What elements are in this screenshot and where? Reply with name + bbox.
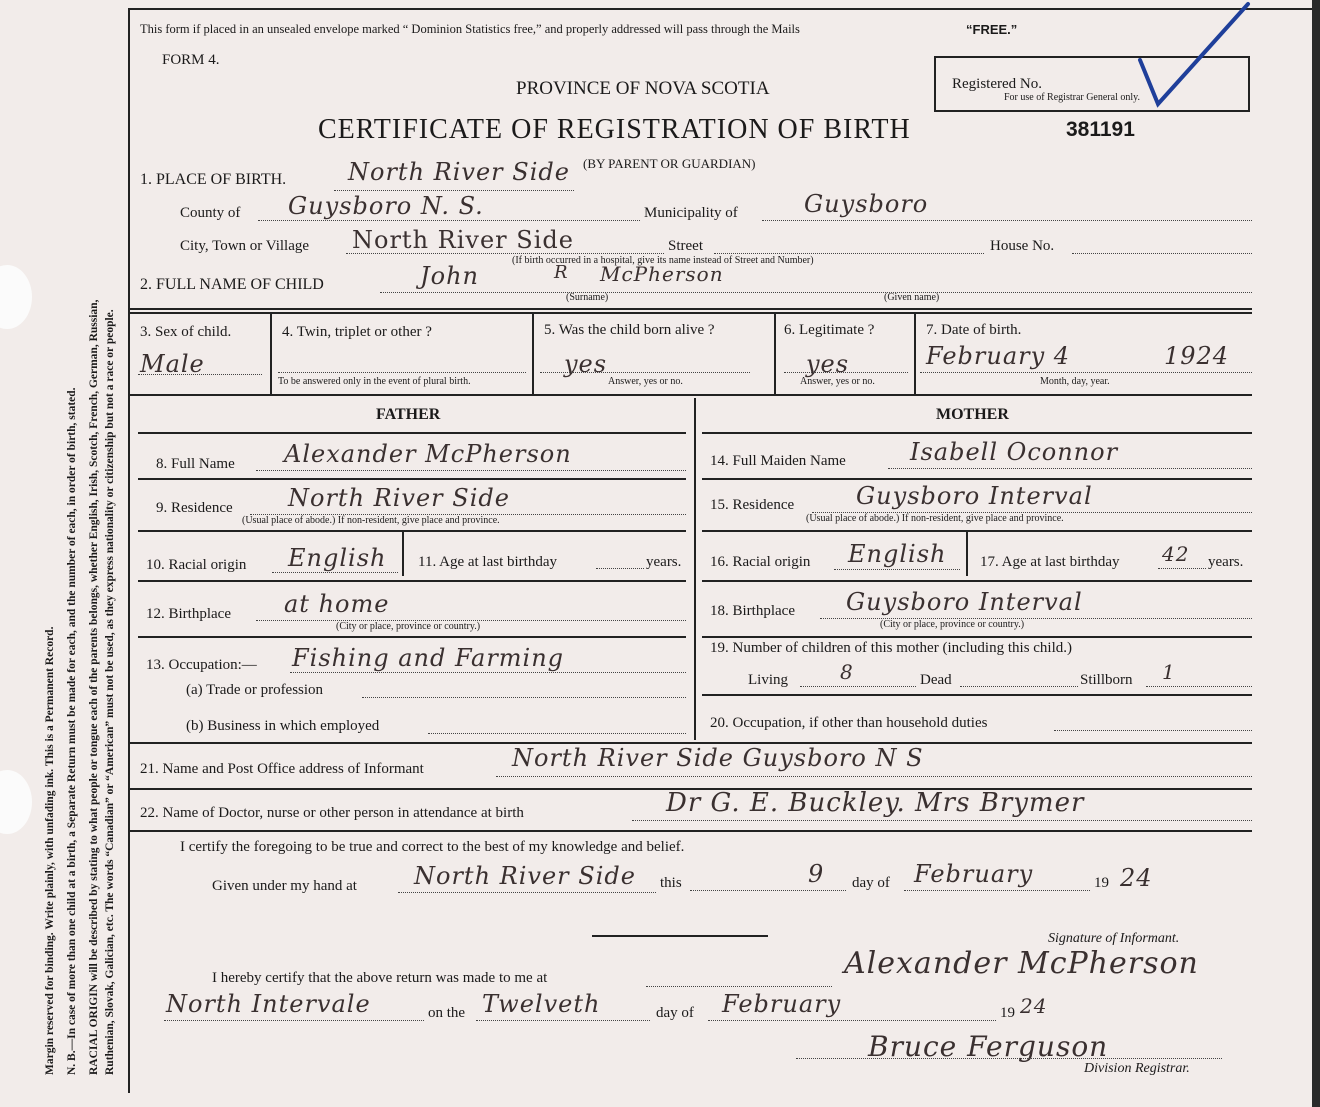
hereby-label: I hereby certify that the above return was made to me at (212, 970, 548, 986)
received-year-value: 24 (1020, 994, 1048, 1018)
trade-label: (a) Trade or profession (186, 682, 324, 698)
father-racial-value: English (288, 544, 387, 572)
street-label: Street (668, 238, 703, 254)
father-occupation-label: 13. Occupation:— (146, 657, 257, 673)
margin-note-3: RACIAL ORIGIN will be described by stating to what people or tongue each of the parents belongs, whether English, Irish, Scotch, French, German, Russian, (88, 299, 100, 1075)
mother-city-note: (City or place, province or country.) (880, 619, 1025, 630)
born-alive-note: Answer, yes or no. (608, 376, 683, 387)
twin-note: To be answered only in the event of plural birth. (278, 376, 471, 387)
certify-statement: I certify the foregoing to be true and correct to the best of my knowledge and belief. (180, 839, 685, 855)
child-given-value: McPherson (600, 262, 724, 286)
house-no-label: House No. (990, 238, 1055, 254)
father-name-value: Alexander McPherson (284, 440, 572, 468)
mother-birthplace-value: Guysboro Interval (846, 588, 1083, 616)
father-abode-note: (Usual place of abode.) If non-resident, give place and province. (242, 515, 500, 526)
province-title: PROVINCE OF NOVA SCOTIA (516, 78, 770, 99)
mother-age-label: 17. Age at last birthday (980, 554, 1120, 570)
father-occupation-value: Fishing and Farming (292, 644, 565, 672)
father-name-label: 8. Full Name (156, 456, 235, 472)
mother-residence-value: Guysboro Interval (856, 482, 1093, 510)
mother-age-value: 42 (1162, 542, 1190, 566)
mother-residence-label: 15. Residence (710, 497, 795, 513)
place-of-birth-label: 1. PLACE OF BIRTH. (140, 171, 287, 188)
dob-value: February 4 (926, 342, 1071, 370)
informant-signature: Alexander McPherson (844, 946, 1199, 981)
given-name-note: (Given name) (884, 292, 940, 303)
margin-note-2: N. B.—In case of more than one child at a birth, a Separate Return must be made for each, and the number of each, in order of birth, stated. (66, 387, 78, 1075)
father-city-note: (City or place, province or country.) (336, 621, 481, 632)
city-town-value: North River Side (352, 226, 574, 254)
mother-heading: MOTHER (936, 406, 1009, 423)
this-label: this (660, 875, 682, 891)
registrar-signature: Bruce Ferguson (868, 1030, 1109, 1063)
city-town-label: City, Town or Village (180, 238, 310, 254)
legitimate-label: 6. Legitimate ? (784, 322, 875, 338)
child-surname-value: John (420, 262, 479, 290)
county-value: Guysboro N. S. (288, 192, 484, 220)
child-initial-value: R (554, 262, 569, 283)
twin-label: 4. Twin, triplet or other ? (282, 324, 432, 340)
mother-birthplace-label: 18. Birthplace (710, 603, 795, 619)
legitimate-value: yes (806, 350, 850, 378)
municipality-value: Guysboro (804, 190, 929, 218)
given-year-value: 24 (1120, 864, 1153, 892)
father-birthplace-value: at home (284, 590, 390, 618)
stillborn-label: Stillborn (1080, 672, 1133, 688)
date-of-birth-label: 7. Date of birth. (926, 322, 1022, 338)
doctor-label: 22. Name of Doctor, nurse or other person in attendance at birth (140, 805, 524, 821)
sex-value: Male (140, 350, 205, 378)
given-month-value: February (914, 860, 1034, 888)
given-at-value: North River Side (414, 862, 636, 890)
stillborn-value: 1 (1162, 660, 1176, 684)
hospital-note: (If birth occurred in a hospital, give its name instead of Street and Number) (512, 255, 814, 266)
received-month-value: February (722, 990, 842, 1018)
year-prefix-label: 19 (1094, 875, 1109, 891)
municipality-label: Municipality of (644, 205, 738, 221)
legitimate-note: Answer, yes or no. (800, 376, 875, 387)
received-day-value: Twelveth (482, 990, 601, 1018)
check-mark-icon (1120, 0, 1260, 120)
given-under-label: Given under my hand at (212, 878, 357, 894)
informant-label: 21. Name and Post Office address of Informant (140, 761, 424, 777)
mother-racial-label: 16. Racial origin (710, 554, 811, 570)
received-at-value: North Intervale (166, 990, 371, 1018)
father-age-label: 11. Age at last birthday (418, 554, 557, 570)
mother-abode-note: (Usual place of abode.) If non-resident, give place and province. (806, 513, 1064, 524)
registered-label: Registered No. (952, 76, 1042, 92)
day-of-label-2: day of (656, 1005, 694, 1021)
mother-racial-value: English (848, 540, 947, 568)
margin-note-1: Margin reserved for binding. Write plainly, with unfading ink. This is a Permanent Record. (44, 626, 56, 1075)
born-alive-value: yes (564, 350, 608, 378)
day-of-label: day of (852, 875, 890, 891)
mother-name-label: 14. Full Maiden Name (710, 453, 846, 469)
children-label: 19. Number of children of this mother (including this child.) (710, 640, 1073, 656)
mail-notice: This form if placed in an unsealed envelope marked “ Dominion Statistics free,” and properly addressed will pass through the Mails (140, 22, 800, 36)
mother-years-label: years. (1208, 554, 1244, 570)
business-label: (b) Business in which employed (186, 718, 380, 734)
mother-name-value: Isabell Oconnor (910, 438, 1119, 466)
county-label: County of (180, 205, 241, 221)
free-label: “FREE.” (966, 22, 1018, 37)
living-value: 8 (840, 660, 854, 684)
form-number: FORM 4. (162, 52, 220, 68)
informant-value: North River Side Guysboro N S (512, 744, 924, 772)
scan-edge (1312, 0, 1320, 1107)
given-day-value: 9 (808, 860, 825, 888)
dead-label: Dead (920, 672, 952, 688)
registrar-use-note: For use of Registrar General only. (1004, 92, 1140, 103)
surname-note: (Surname) (566, 292, 609, 303)
dob-year-value: 1924 (1164, 342, 1230, 370)
on-the-label: on the (428, 1005, 466, 1021)
year-prefix-label-2: 19 (1000, 1005, 1015, 1021)
mother-occupation-label: 20. Occupation, if other than household duties (710, 715, 988, 731)
left-border (128, 8, 130, 1093)
father-residence-label: 9. Residence (156, 500, 233, 516)
father-racial-label: 10. Racial origin (146, 557, 247, 573)
doctor-value: Dr G. E. Buckley. Mrs Brymer (666, 788, 1085, 818)
division-registrar-label: Division Registrar. (1084, 1061, 1190, 1076)
registration-stamp: 381191 (1066, 118, 1135, 141)
father-years-label: years. (646, 554, 682, 570)
month-day-year-note: Month, day, year. (1040, 376, 1110, 387)
place-of-birth-value: North River Side (348, 158, 570, 186)
signature-informant-label: Signature of Informant. (1048, 931, 1180, 946)
by-parent-note: (BY PARENT OR GUARDIAN) (583, 156, 756, 171)
father-residence-value: North River Side (288, 484, 510, 512)
sex-label: 3. Sex of child. (140, 324, 232, 340)
born-alive-label: 5. Was the child born alive ? (544, 322, 715, 338)
full-name-child-label: 2. FULL NAME OF CHILD (140, 276, 324, 293)
father-heading: FATHER (376, 406, 441, 423)
father-birthplace-label: 12. Birthplace (146, 606, 231, 622)
margin-note-4: Ruthenian, Slovak, Galician, etc. The words “Canadian” or “American” must not be used, as they express nationality or citizenship but not a race or people. (104, 309, 116, 1075)
living-label: Living (748, 672, 788, 688)
certificate-title: CERTIFICATE OF REGISTRATION OF BIRTH (318, 114, 911, 145)
